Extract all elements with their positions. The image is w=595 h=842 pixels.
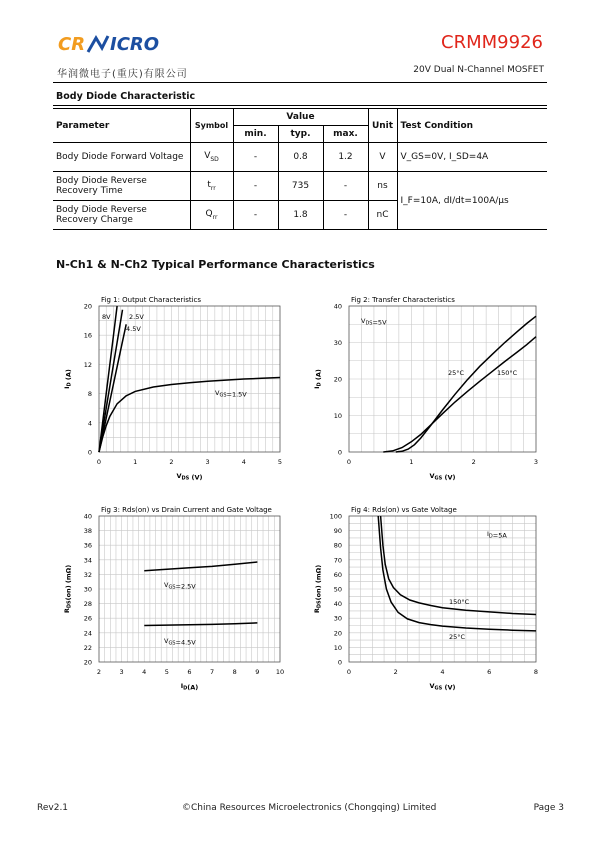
- x-tick-label: 7: [210, 668, 215, 676]
- x-axis-label: $V_{GS}$ (V): [429, 472, 456, 482]
- y-tick-label: 100: [329, 512, 342, 521]
- x-tick-label: 2: [471, 458, 476, 466]
- row-condition: V_GS=0V, I_SD=4A: [397, 143, 547, 172]
- y-tick-label: 26: [83, 614, 92, 623]
- col-symbol: Symbol: [190, 109, 233, 143]
- x-tick-label: 0: [96, 458, 102, 466]
- x-tick-label: 9: [255, 668, 260, 676]
- chart-title: Fig 3: Rds(on) vs Drain Current and Gate Voltage: [101, 506, 272, 514]
- y-tick-label: 70: [333, 556, 342, 565]
- fig3-rdson-vs-id-chart: [50, 502, 300, 697]
- y-tick-label: 0: [87, 448, 92, 457]
- col-value: Value: [233, 109, 368, 126]
- row-symbol: $t_{rr}$: [190, 172, 233, 201]
- chart-annotation: 150°C: [449, 598, 470, 606]
- y-axis-label: $I_D$ (A): [313, 369, 323, 389]
- col-max: max.: [323, 126, 368, 143]
- y-tick-label: 30: [83, 585, 92, 594]
- table-row: [53, 143, 547, 172]
- x-tick-label: 2: [393, 668, 398, 676]
- y-tick-label: 22: [83, 643, 92, 652]
- chart-annotation: 25°C: [448, 369, 465, 377]
- y-tick-label: 8: [87, 390, 92, 399]
- row-min: -: [233, 172, 278, 201]
- x-tick-label: 1: [409, 458, 414, 466]
- row-unit: nC: [368, 201, 397, 230]
- footer-copyright: ©China Resources Microelectronics (Chongqing) Limited: [182, 803, 437, 813]
- y-tick-label: 40: [333, 600, 342, 609]
- footer-revision: Rev2.1: [37, 803, 69, 813]
- x-axis-label: $I_D(A)$: [180, 682, 199, 692]
- header-divider: [53, 82, 547, 83]
- chart-annotation: $V_{GS}=4.5V$: [164, 637, 196, 647]
- y-tick-label: 36: [83, 541, 92, 550]
- row-typ: 1.8: [278, 201, 323, 230]
- x-tick-label: 4: [142, 668, 147, 676]
- x-tick-label: 8: [533, 668, 539, 676]
- x-tick-label: 0: [346, 668, 352, 676]
- y-tick-label: 30: [333, 614, 342, 623]
- x-tick-label: 0: [346, 458, 352, 466]
- row-min: -: [233, 201, 278, 230]
- logo-micro-letters: ICRO: [110, 34, 160, 55]
- row-typ: 735: [278, 172, 323, 201]
- company-logo: [58, 30, 188, 58]
- row-symbol: $Q_{rr}$: [190, 201, 233, 230]
- x-tick-label: 5: [277, 458, 283, 466]
- x-tick-label: 5: [164, 668, 169, 676]
- y-tick-label: 32: [83, 570, 92, 579]
- row-typ: 0.8: [278, 143, 323, 172]
- company-name-cn: 华润微电子(重庆)有限公司: [57, 69, 188, 80]
- col-unit: Unit: [368, 109, 397, 143]
- y-tick-label: 10: [333, 412, 342, 420]
- row-parameter: Body Diode Forward Voltage: [53, 143, 190, 172]
- chart-annotation: 8V: [102, 313, 111, 321]
- logo-cr-letters: CR: [58, 34, 86, 55]
- y-tick-label: 0: [337, 448, 342, 457]
- y-tick-label: 50: [333, 585, 342, 594]
- y-tick-label: 20: [83, 658, 92, 667]
- row-symbol: $V_{SD}$: [190, 143, 233, 172]
- y-tick-label: 38: [83, 527, 92, 536]
- x-tick-label: 3: [119, 668, 124, 676]
- col-min: min.: [233, 126, 278, 143]
- y-tick-label: 30: [333, 339, 342, 347]
- col-condition: Test Condition: [397, 109, 547, 143]
- chart-annotation: $V_{DS}=5V$: [361, 317, 387, 327]
- chart-title: Fig 1: Output Characteristics: [101, 296, 202, 304]
- cr-micro-logo-icon: [58, 30, 188, 58]
- x-tick-label: 4: [440, 668, 445, 676]
- section-divider: [53, 105, 547, 106]
- y-tick-label: 40: [333, 302, 342, 311]
- chart-annotation: $I_D=5A$: [487, 530, 507, 540]
- y-tick-label: 80: [333, 541, 342, 550]
- row-parameter: Body Diode Reverse Recovery Charge: [53, 201, 190, 230]
- row-min: -: [233, 143, 278, 172]
- y-tick-label: 0: [337, 658, 342, 667]
- table-row: [53, 172, 547, 201]
- y-tick-label: 12: [83, 360, 92, 369]
- body-diode-title: Body Diode Characteristic: [56, 91, 196, 102]
- col-typ: typ.: [278, 126, 323, 143]
- chart-annotation: 4.5V: [126, 325, 141, 333]
- row-condition: I_F=10A, dI/dt=100A/μs: [397, 172, 547, 230]
- series-line: [396, 316, 536, 452]
- fig4-rdson-vs-vgs-chart: [300, 502, 550, 697]
- x-tick-label: 10: [275, 668, 285, 676]
- x-tick-label: 2: [96, 668, 102, 676]
- fig2-transfer-characteristics-chart: [300, 292, 550, 487]
- y-tick-label: 90: [333, 527, 342, 536]
- y-tick-label: 40: [83, 512, 92, 521]
- row-unit: ns: [368, 172, 397, 201]
- series-line: [99, 310, 123, 452]
- y-tick-label: 60: [333, 570, 342, 579]
- x-axis-label: $V_{GS}$ (V): [429, 682, 456, 692]
- chart-title: Fig 4: Rds(on) vs Gate Voltage: [351, 506, 457, 514]
- y-tick-label: 16: [83, 331, 92, 340]
- y-tick-label: 34: [83, 556, 92, 565]
- fig1-output-characteristics-chart: [50, 292, 300, 487]
- part-number: CRMM9926: [441, 32, 543, 53]
- device-subtitle: 20V Dual N-Channel MOSFET: [413, 65, 544, 75]
- col-parameter: Parameter: [53, 109, 190, 143]
- x-tick-label: 6: [487, 668, 492, 676]
- y-axis-label: $R_{DS}(on)$ (mΩ): [63, 564, 73, 614]
- chart-annotation: $V_{GS}=1.5V$: [215, 389, 247, 399]
- x-tick-label: 3: [205, 458, 210, 466]
- y-axis-label: $R_{DS}(on)$ (mΩ): [313, 564, 323, 614]
- series-line: [99, 378, 280, 453]
- row-max: 1.2: [323, 143, 368, 172]
- y-tick-label: 20: [333, 629, 342, 638]
- row-max: -: [323, 172, 368, 201]
- y-tick-label: 20: [333, 375, 342, 384]
- body-diode-table: [53, 108, 547, 230]
- table-header-row: [53, 109, 547, 126]
- y-tick-label: 24: [83, 629, 92, 638]
- y-tick-label: 28: [83, 600, 92, 609]
- chart-annotation: $V_{GS}=2.5V$: [164, 581, 196, 591]
- chart-title: Fig 2: Transfer Characteristics: [351, 296, 455, 304]
- y-tick-label: 10: [333, 643, 342, 652]
- x-tick-label: 2: [169, 458, 174, 466]
- chart-annotation: 2.5V: [129, 313, 144, 321]
- series-line: [383, 337, 536, 452]
- x-tick-label: 8: [232, 668, 237, 676]
- chart-annotation: 150°C: [497, 369, 518, 377]
- footer-page-number: Page 3: [533, 803, 564, 813]
- row-unit: V: [368, 143, 397, 172]
- row-parameter: Body Diode Reverse Recovery Time: [53, 172, 190, 201]
- row-max: -: [323, 201, 368, 230]
- x-tick-label: 3: [533, 458, 539, 466]
- y-tick-label: 20: [83, 302, 92, 311]
- y-tick-label: 4: [87, 419, 92, 428]
- x-axis-label: $V_{DS}$ (V): [176, 472, 203, 482]
- y-axis-label: $I_D$ (A): [63, 369, 73, 389]
- x-tick-label: 6: [187, 668, 192, 676]
- x-tick-label: 1: [133, 458, 138, 466]
- chart-annotation: 25°C: [449, 633, 466, 641]
- performance-section-title: N-Ch1 & N-Ch2 Typical Performance Characteristics: [56, 258, 375, 271]
- x-tick-label: 4: [241, 458, 246, 466]
